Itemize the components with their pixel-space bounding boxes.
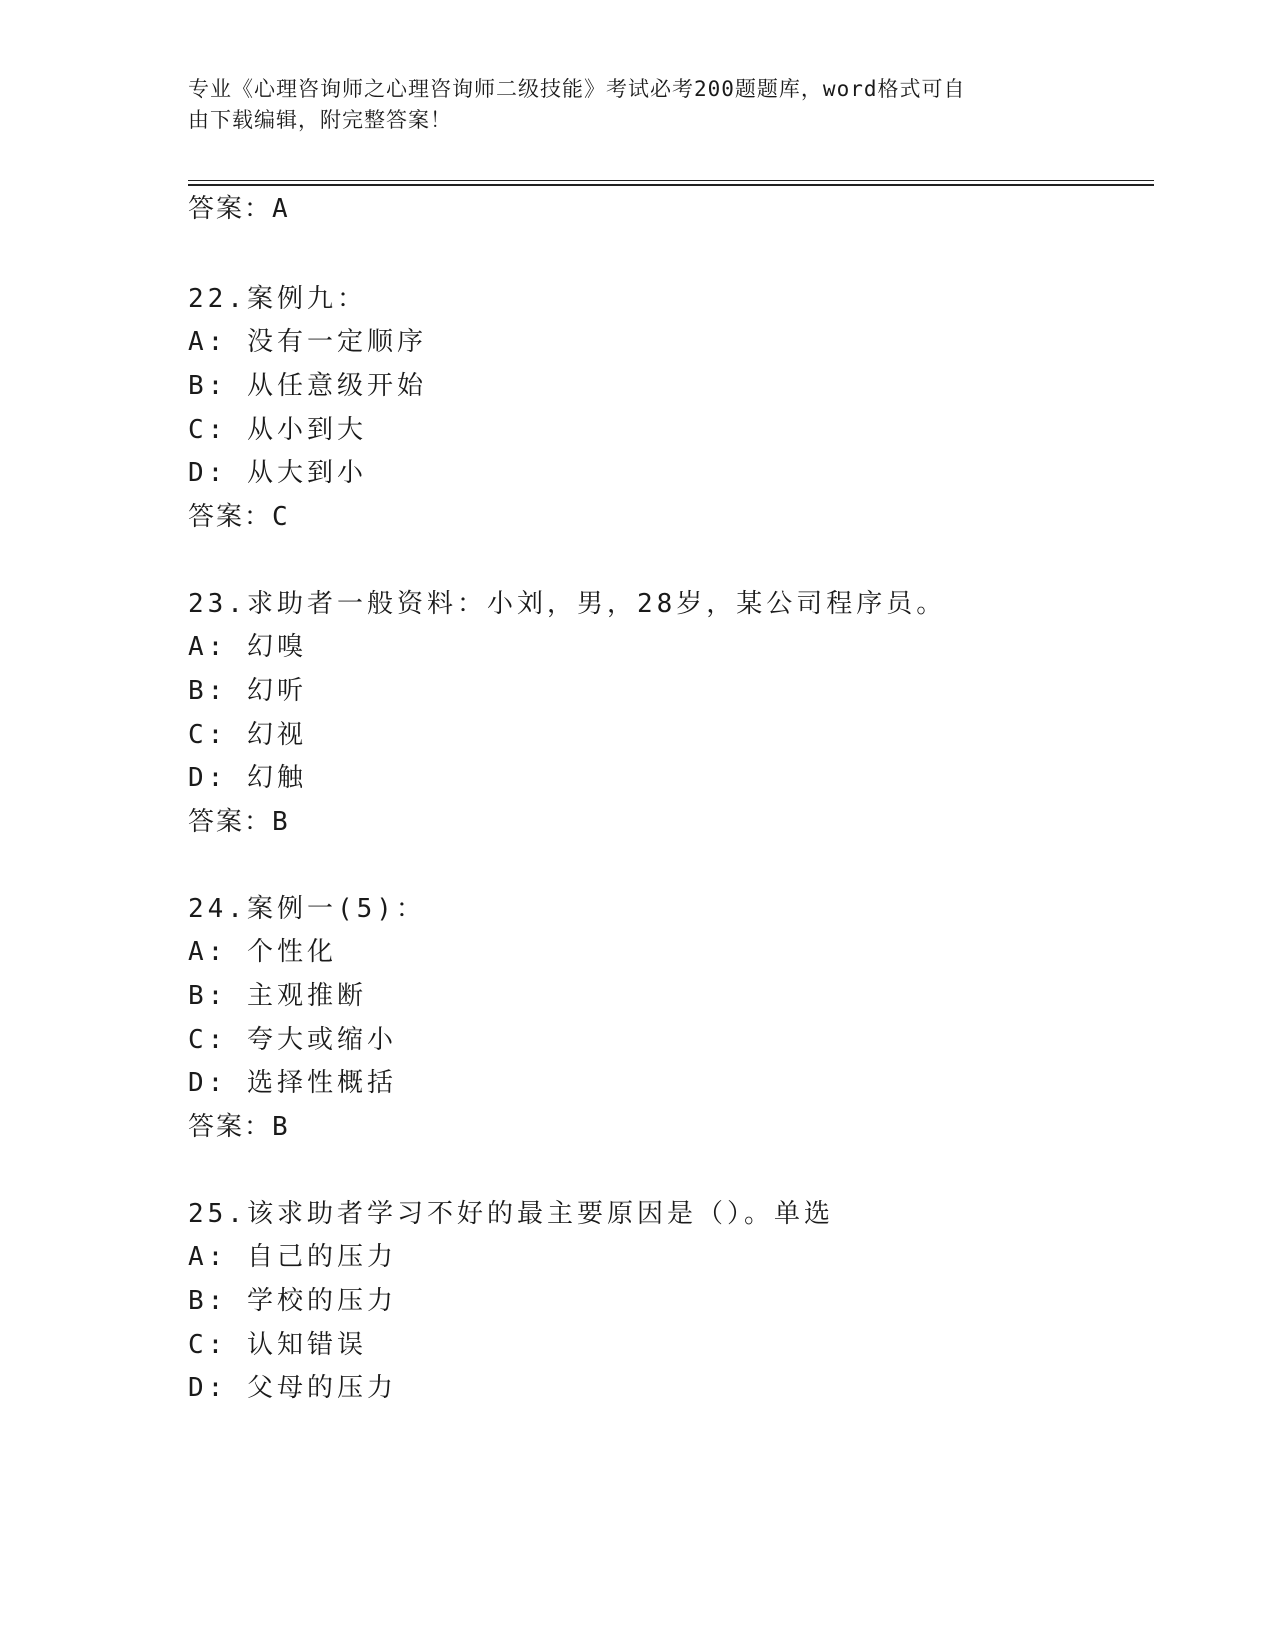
answer-line: 答案：C bbox=[188, 502, 290, 532]
question-stem: 22.案例九： bbox=[188, 284, 367, 314]
option-c: C: 认知错误 bbox=[188, 1330, 367, 1360]
question-stem: 23.求助者一般资料：小刘，男，28岁，某公司程序员。 bbox=[188, 589, 947, 619]
option-d: D: 父母的压力 bbox=[188, 1373, 397, 1403]
question-stem: 24.案例一(5)： bbox=[188, 894, 426, 924]
question-stem: 25.该求助者学习不好的最主要原因是（）。单选 bbox=[188, 1199, 834, 1229]
option-b: B: 学校的压力 bbox=[188, 1286, 397, 1316]
option-a: A: 个性化 bbox=[188, 937, 337, 967]
option-d: D: 从大到小 bbox=[188, 458, 367, 488]
option-a: A: 幻嗅 bbox=[188, 632, 307, 662]
option-c: C: 夸大或缩小 bbox=[188, 1025, 397, 1055]
option-d: D: 选择性概括 bbox=[188, 1068, 397, 1098]
header-divider-thin bbox=[188, 180, 1154, 181]
answer-line: 答案：B bbox=[188, 1112, 290, 1142]
header-line-1: 专业《心理咨询师之心理咨询师二级技能》考试必考200题题库，word格式可自 bbox=[188, 77, 966, 101]
option-a: A: 自己的压力 bbox=[188, 1242, 397, 1272]
option-c: C: 从小到大 bbox=[188, 415, 367, 445]
option-d: D: 幻触 bbox=[188, 763, 307, 793]
option-c: C: 幻视 bbox=[188, 720, 307, 750]
option-b: B: 幻听 bbox=[188, 676, 307, 706]
option-a: A: 没有一定顺序 bbox=[188, 327, 427, 357]
answer-line: 答案：A bbox=[188, 194, 290, 224]
answer-line: 答案：B bbox=[188, 807, 290, 837]
option-b: B: 主观推断 bbox=[188, 981, 367, 1011]
page-header bbox=[188, 74, 1068, 136]
header-divider-thick bbox=[188, 184, 1154, 186]
header-line-2: 由下载编辑，附完整答案！ bbox=[188, 108, 452, 132]
option-b: B: 从任意级开始 bbox=[188, 371, 427, 401]
